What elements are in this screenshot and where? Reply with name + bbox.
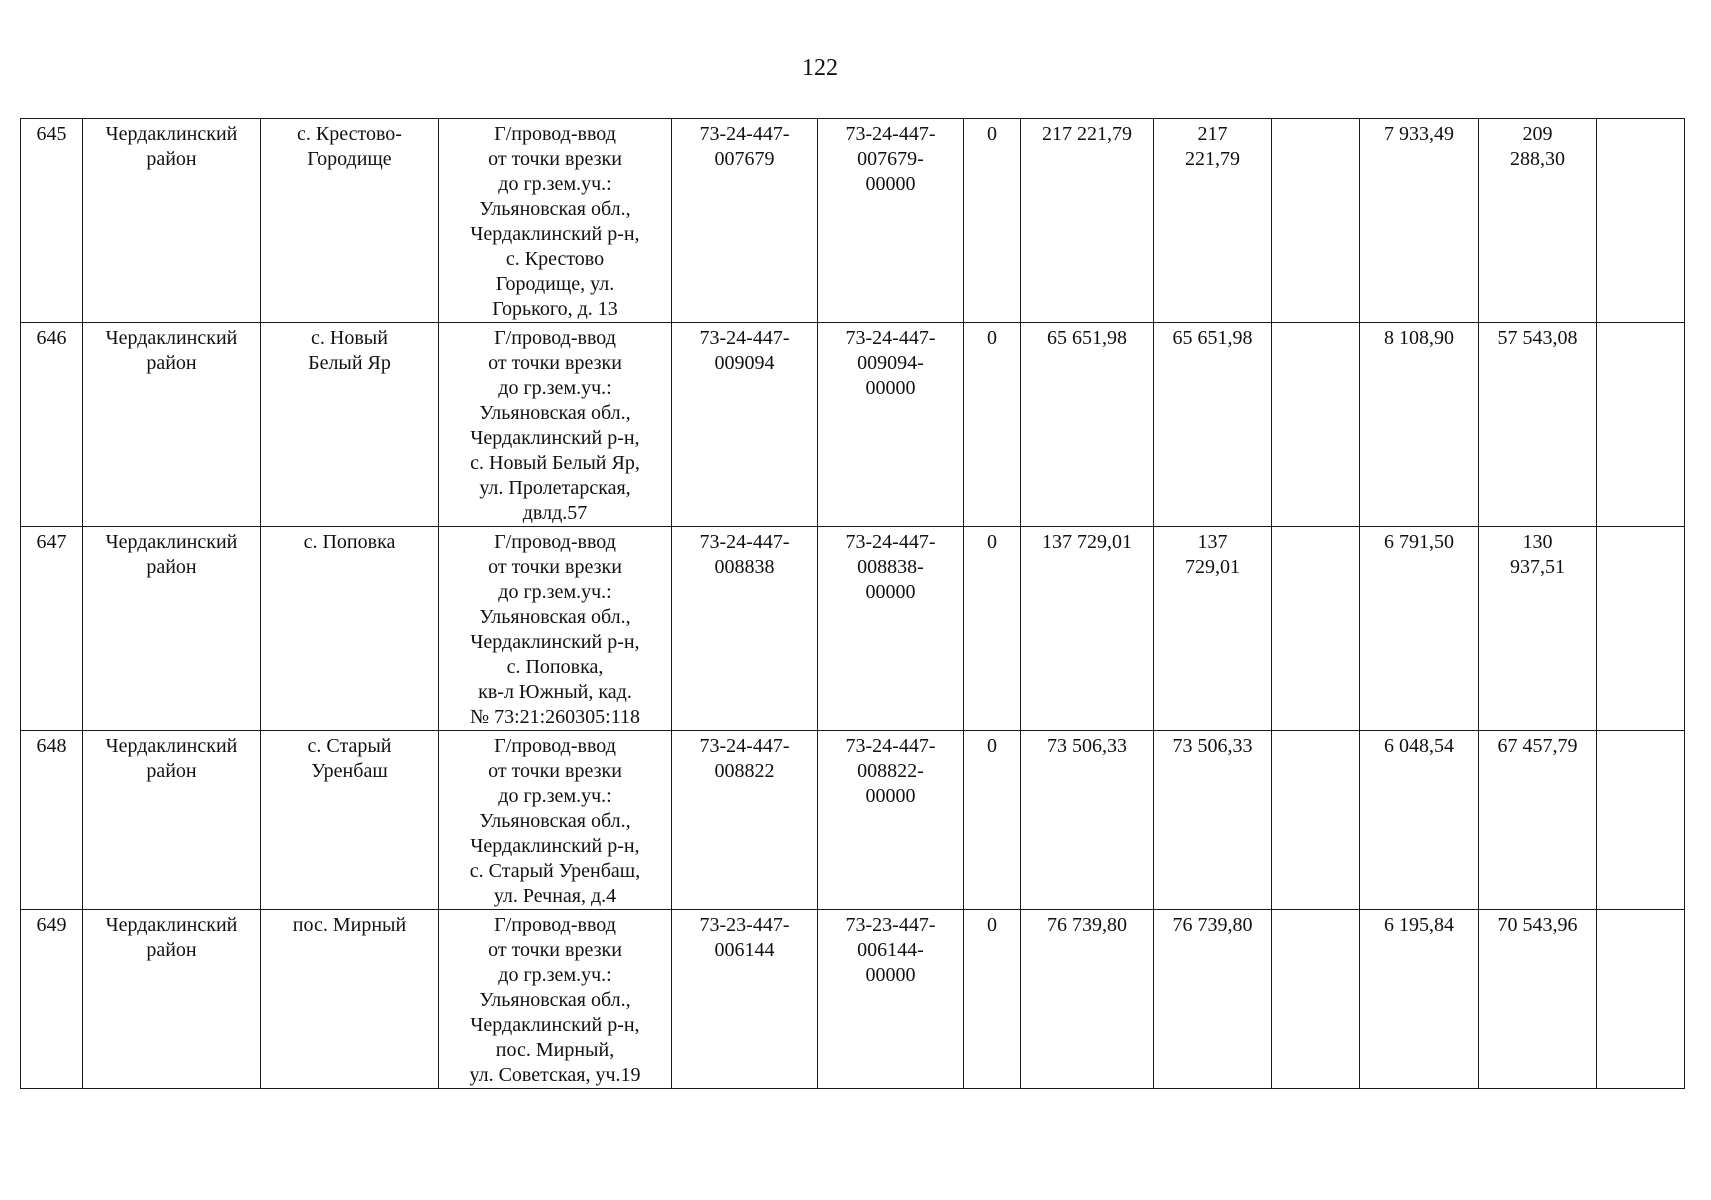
empty-cell bbox=[1272, 527, 1360, 731]
depreciation-cell: 8 108,90 bbox=[1360, 323, 1479, 527]
table-row bbox=[21, 910, 1685, 1089]
object-description-cell: Г/провод-ввод от точки врезки до гр.зем.уч.: Ульяновская обл., Чердаклинский р-н, с. Крестово Городище, ул. Горького, д. 13 bbox=[439, 119, 672, 323]
settlement-cell: с. Новый Белый Яр bbox=[261, 323, 439, 527]
settlement-cell: с. Крестово- Городище bbox=[261, 119, 439, 323]
empty-cell bbox=[1597, 910, 1685, 1089]
residual-value-cell: 70 543,96 bbox=[1479, 910, 1597, 1089]
zero-value-cell: 0 bbox=[964, 527, 1021, 731]
cost-cell: 217 221,79 bbox=[1021, 119, 1154, 323]
depreciation-cell: 6 195,84 bbox=[1360, 910, 1479, 1089]
zero-value-cell: 0 bbox=[964, 731, 1021, 910]
depreciation-cell: 6 048,54 bbox=[1360, 731, 1479, 910]
cost-copy-cell: 65 651,98 bbox=[1154, 323, 1272, 527]
residual-value-cell: 209 288,30 bbox=[1479, 119, 1597, 323]
cost-copy-cell: 137 729,01 bbox=[1154, 527, 1272, 731]
district-cell: Чердаклинский район bbox=[83, 527, 261, 731]
table-row bbox=[21, 731, 1685, 910]
table-row bbox=[21, 527, 1685, 731]
table-row bbox=[21, 119, 1685, 323]
cost-copy-cell: 76 739,80 bbox=[1154, 910, 1272, 1089]
zero-value-cell: 0 bbox=[964, 910, 1021, 1089]
object-description-cell: Г/провод-ввод от точки врезки до гр.зем.уч.: Ульяновская обл., Чердаклинский р-н, с. Новый Белый Яр, ул. Пролетарская, двлд.57 bbox=[439, 323, 672, 527]
empty-cell bbox=[1597, 323, 1685, 527]
empty-cell bbox=[1597, 527, 1685, 731]
inventory-number-cell: 73-24-447- 009094 bbox=[672, 323, 818, 527]
row-number-cell: 647 bbox=[21, 527, 83, 731]
empty-cell bbox=[1272, 323, 1360, 527]
inventory-number-cell: 73-24-447- 007679 bbox=[672, 119, 818, 323]
registry-number-cell: 73-24-447- 008838- 00000 bbox=[818, 527, 964, 731]
inventory-number-cell: 73-24-447- 008822 bbox=[672, 731, 818, 910]
row-number-cell: 645 bbox=[21, 119, 83, 323]
zero-value-cell: 0 bbox=[964, 119, 1021, 323]
table-row bbox=[21, 323, 1685, 527]
settlement-cell: пос. Мирный bbox=[261, 910, 439, 1089]
registry-number-cell: 73-24-447- 008822- 00000 bbox=[818, 731, 964, 910]
residual-value-cell: 67 457,79 bbox=[1479, 731, 1597, 910]
object-description-cell: Г/провод-ввод от точки врезки до гр.зем.уч.: Ульяновская обл., Чердаклинский р-н, с. Поповка, кв-л Южный, кад. № 73:21:260305:118 bbox=[439, 527, 672, 731]
empty-cell bbox=[1272, 910, 1360, 1089]
cost-copy-cell: 217 221,79 bbox=[1154, 119, 1272, 323]
object-description-cell: Г/провод-ввод от точки врезки до гр.зем.уч.: Ульяновская обл., Чердаклинский р-н, с. Старый Уренбаш, ул. Речная, д.4 bbox=[439, 731, 672, 910]
depreciation-cell: 6 791,50 bbox=[1360, 527, 1479, 731]
settlement-cell: с. Старый Уренбаш bbox=[261, 731, 439, 910]
cost-cell: 73 506,33 bbox=[1021, 731, 1154, 910]
registry-number-cell: 73-23-447- 006144- 00000 bbox=[818, 910, 964, 1089]
asset-registry-table bbox=[20, 118, 1685, 1089]
inventory-number-cell: 73-24-447- 008838 bbox=[672, 527, 818, 731]
table-body bbox=[21, 119, 1685, 1089]
registry-number-cell: 73-24-447- 007679- 00000 bbox=[818, 119, 964, 323]
cost-copy-cell: 73 506,33 bbox=[1154, 731, 1272, 910]
cost-cell: 65 651,98 bbox=[1021, 323, 1154, 527]
empty-cell bbox=[1597, 731, 1685, 910]
cost-cell: 76 739,80 bbox=[1021, 910, 1154, 1089]
residual-value-cell: 57 543,08 bbox=[1479, 323, 1597, 527]
district-cell: Чердаклинский район bbox=[83, 731, 261, 910]
object-description-cell: Г/провод-ввод от точки врезки до гр.зем.уч.: Ульяновская обл., Чердаклинский р-н, пос. Мирный, ул. Советская, уч.19 bbox=[439, 910, 672, 1089]
inventory-number-cell: 73-23-447- 006144 bbox=[672, 910, 818, 1089]
page-number: 122 bbox=[802, 55, 838, 81]
row-number-cell: 648 bbox=[21, 731, 83, 910]
district-cell: Чердаклинский район bbox=[83, 323, 261, 527]
empty-cell bbox=[1272, 731, 1360, 910]
district-cell: Чердаклинский район bbox=[83, 910, 261, 1089]
depreciation-cell: 7 933,49 bbox=[1360, 119, 1479, 323]
row-number-cell: 646 bbox=[21, 323, 83, 527]
row-number-cell: 649 bbox=[21, 910, 83, 1089]
registry-number-cell: 73-24-447- 009094- 00000 bbox=[818, 323, 964, 527]
zero-value-cell: 0 bbox=[964, 323, 1021, 527]
settlement-cell: с. Поповка bbox=[261, 527, 439, 731]
district-cell: Чердаклинский район bbox=[83, 119, 261, 323]
empty-cell bbox=[1597, 119, 1685, 323]
residual-value-cell: 130 937,51 bbox=[1479, 527, 1597, 731]
cost-cell: 137 729,01 bbox=[1021, 527, 1154, 731]
empty-cell bbox=[1272, 119, 1360, 323]
